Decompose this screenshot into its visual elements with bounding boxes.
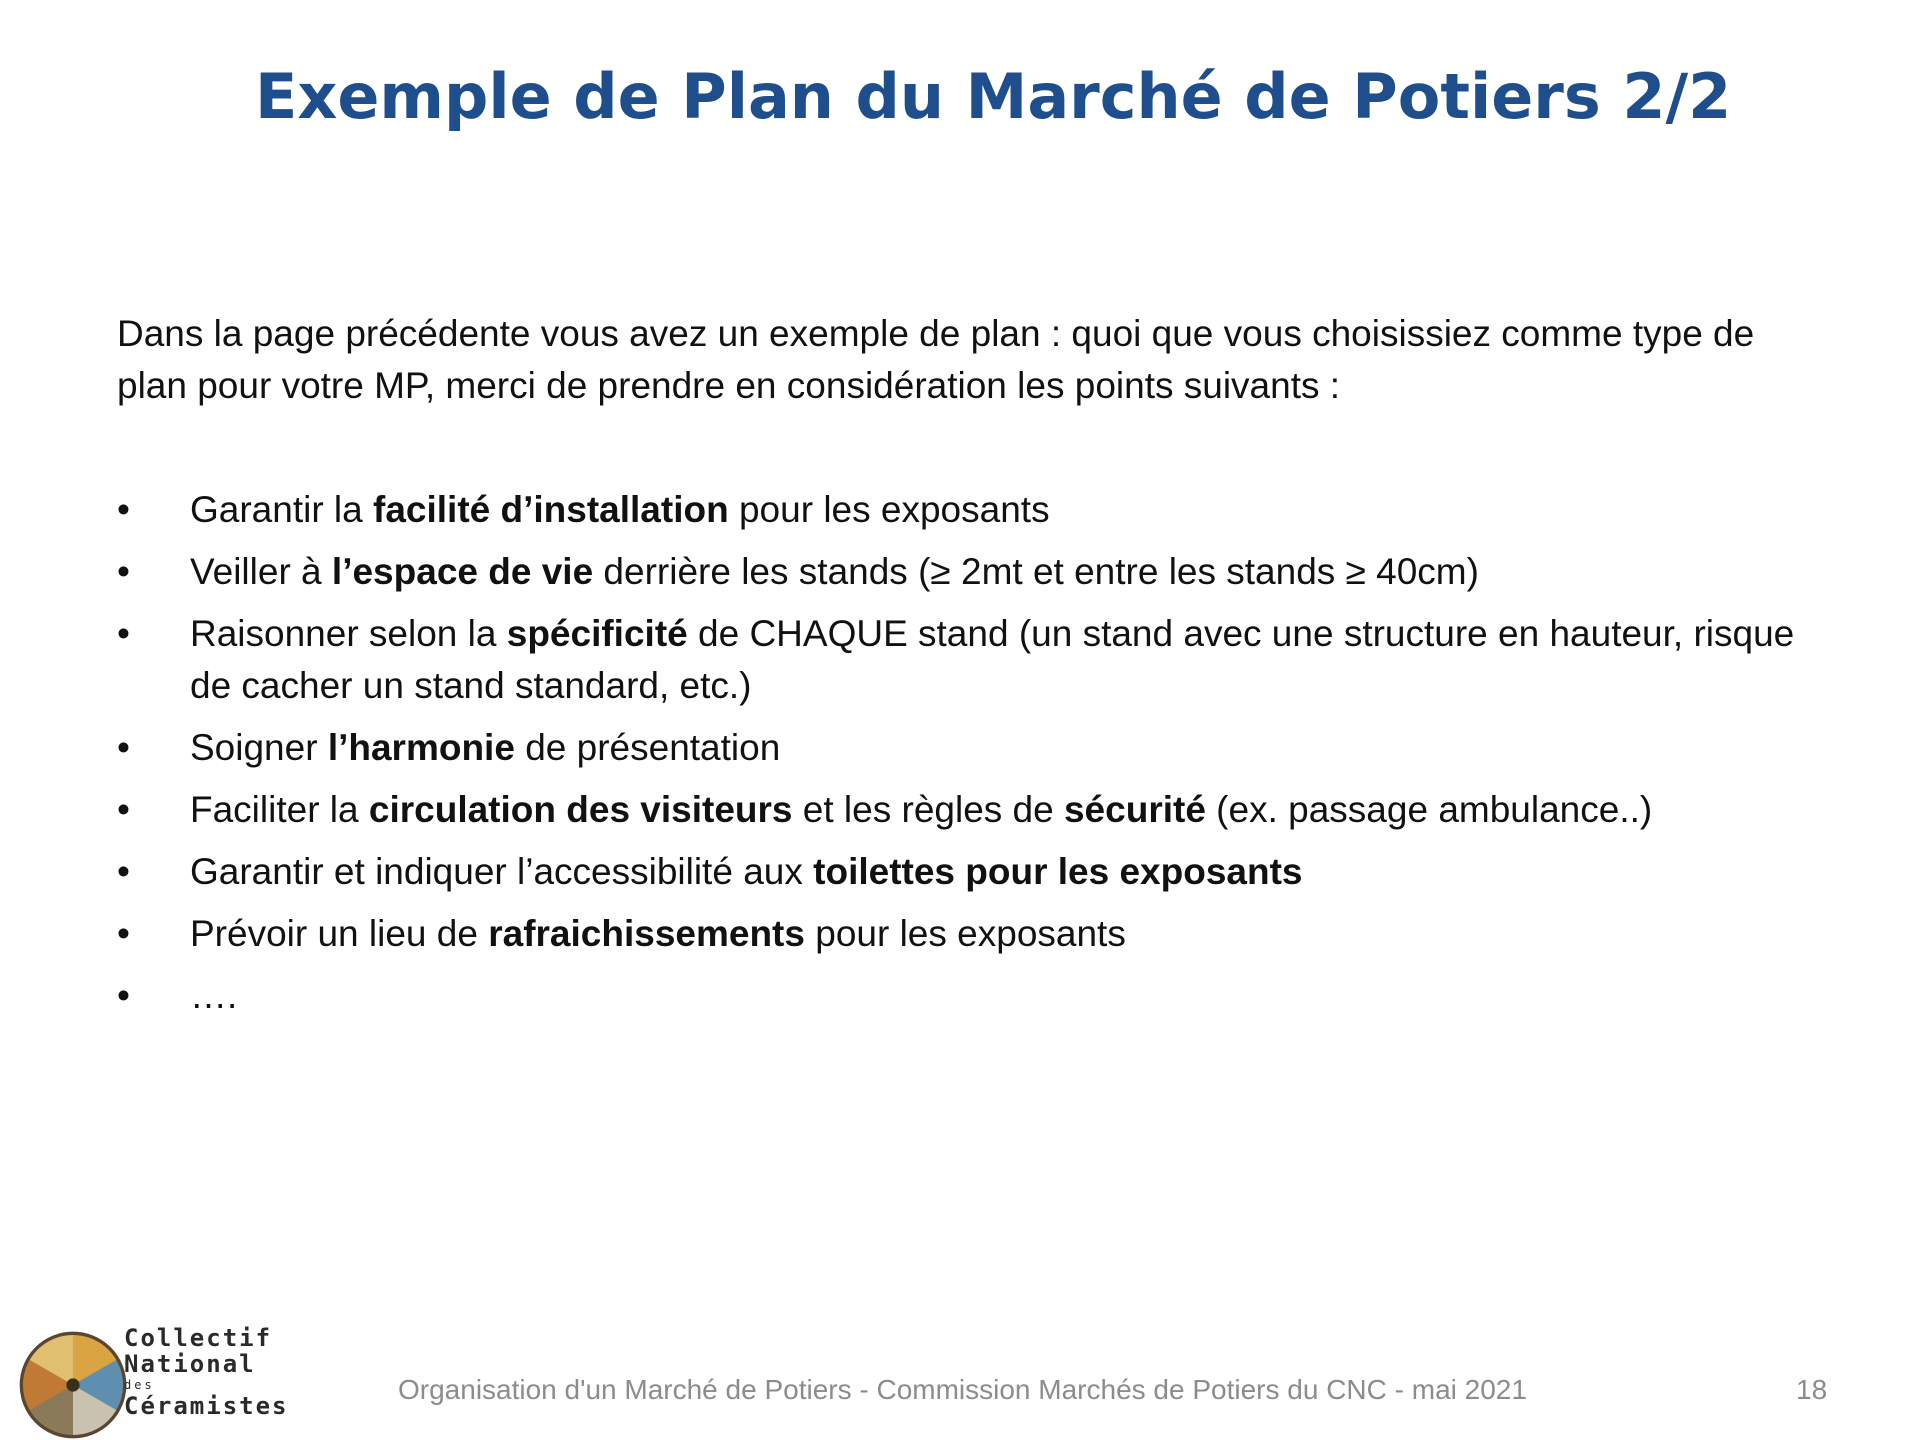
bullet-text: …. — [190, 975, 238, 1016]
list-item — [117, 970, 1817, 1022]
slide-title: Exemple de Plan du Marché de Potiers 2/2 — [255, 60, 1732, 133]
bullet-icon: • — [117, 975, 130, 1016]
logo-line-2: National — [124, 1350, 256, 1378]
intro-paragraph: Dans la page précédente vous avez un exemple de plan : quoi que vous choisissiez comme type de plan pour votre MP, merci de prendre en considération les points suivants : — [117, 313, 1755, 406]
logo-line-3: des — [124, 1378, 155, 1392]
cnc-logo — [18, 1324, 289, 1440]
bullet-text: Soigner l’harmonie de présentation — [190, 727, 781, 768]
logo-line-4: Céramistes — [124, 1392, 289, 1420]
bullet-icon: • — [117, 913, 130, 954]
bullet-text: Prévoir un lieu de rafraichissements pour les exposants — [190, 913, 1126, 954]
list-item — [117, 722, 1817, 774]
bullet-icon: • — [117, 613, 130, 654]
bullet-icon: • — [117, 727, 130, 768]
logo-wordmark — [124, 1325, 289, 1419]
bullet-text: Faciliter la circulation des visiteurs et les règles de sécurité (ex. passage ambulance..) — [190, 789, 1653, 830]
list-item — [117, 908, 1817, 960]
ceramic-wheel-icon — [18, 1330, 128, 1440]
bullet-icon: • — [117, 851, 130, 892]
list-item — [117, 784, 1817, 836]
bullet-list — [117, 484, 1817, 1032]
bullet-text: Raisonner selon la spécificité de CHAQUE stand (un stand avec une structure en hauteur, risque de cacher un stand standard, etc.) — [190, 613, 1795, 706]
bullet-text: Veiller à l’espace de vie derrière les stands (≥ 2mt et entre les stands ≥ 40cm) — [190, 551, 1479, 592]
list-item — [117, 846, 1817, 898]
bullet-text: Garantir la facilité d’installation pour les exposants — [190, 489, 1050, 530]
list-item — [117, 546, 1817, 598]
bullet-icon: • — [117, 489, 130, 530]
bullet-icon: • — [117, 789, 130, 830]
bullet-icon: • — [117, 551, 130, 592]
list-item — [117, 608, 1817, 712]
logo-line-1: Collectif — [124, 1324, 273, 1352]
list-item — [117, 484, 1817, 536]
footer-text: Organisation d'un Marché de Potiers - Commission Marchés de Potiers du CNC - mai 2021 — [398, 1374, 1527, 1405]
bullet-text: Garantir et indiquer l’accessibilité aux toilettes pour les exposants — [190, 851, 1303, 892]
page-number: 18 — [1796, 1374, 1828, 1405]
